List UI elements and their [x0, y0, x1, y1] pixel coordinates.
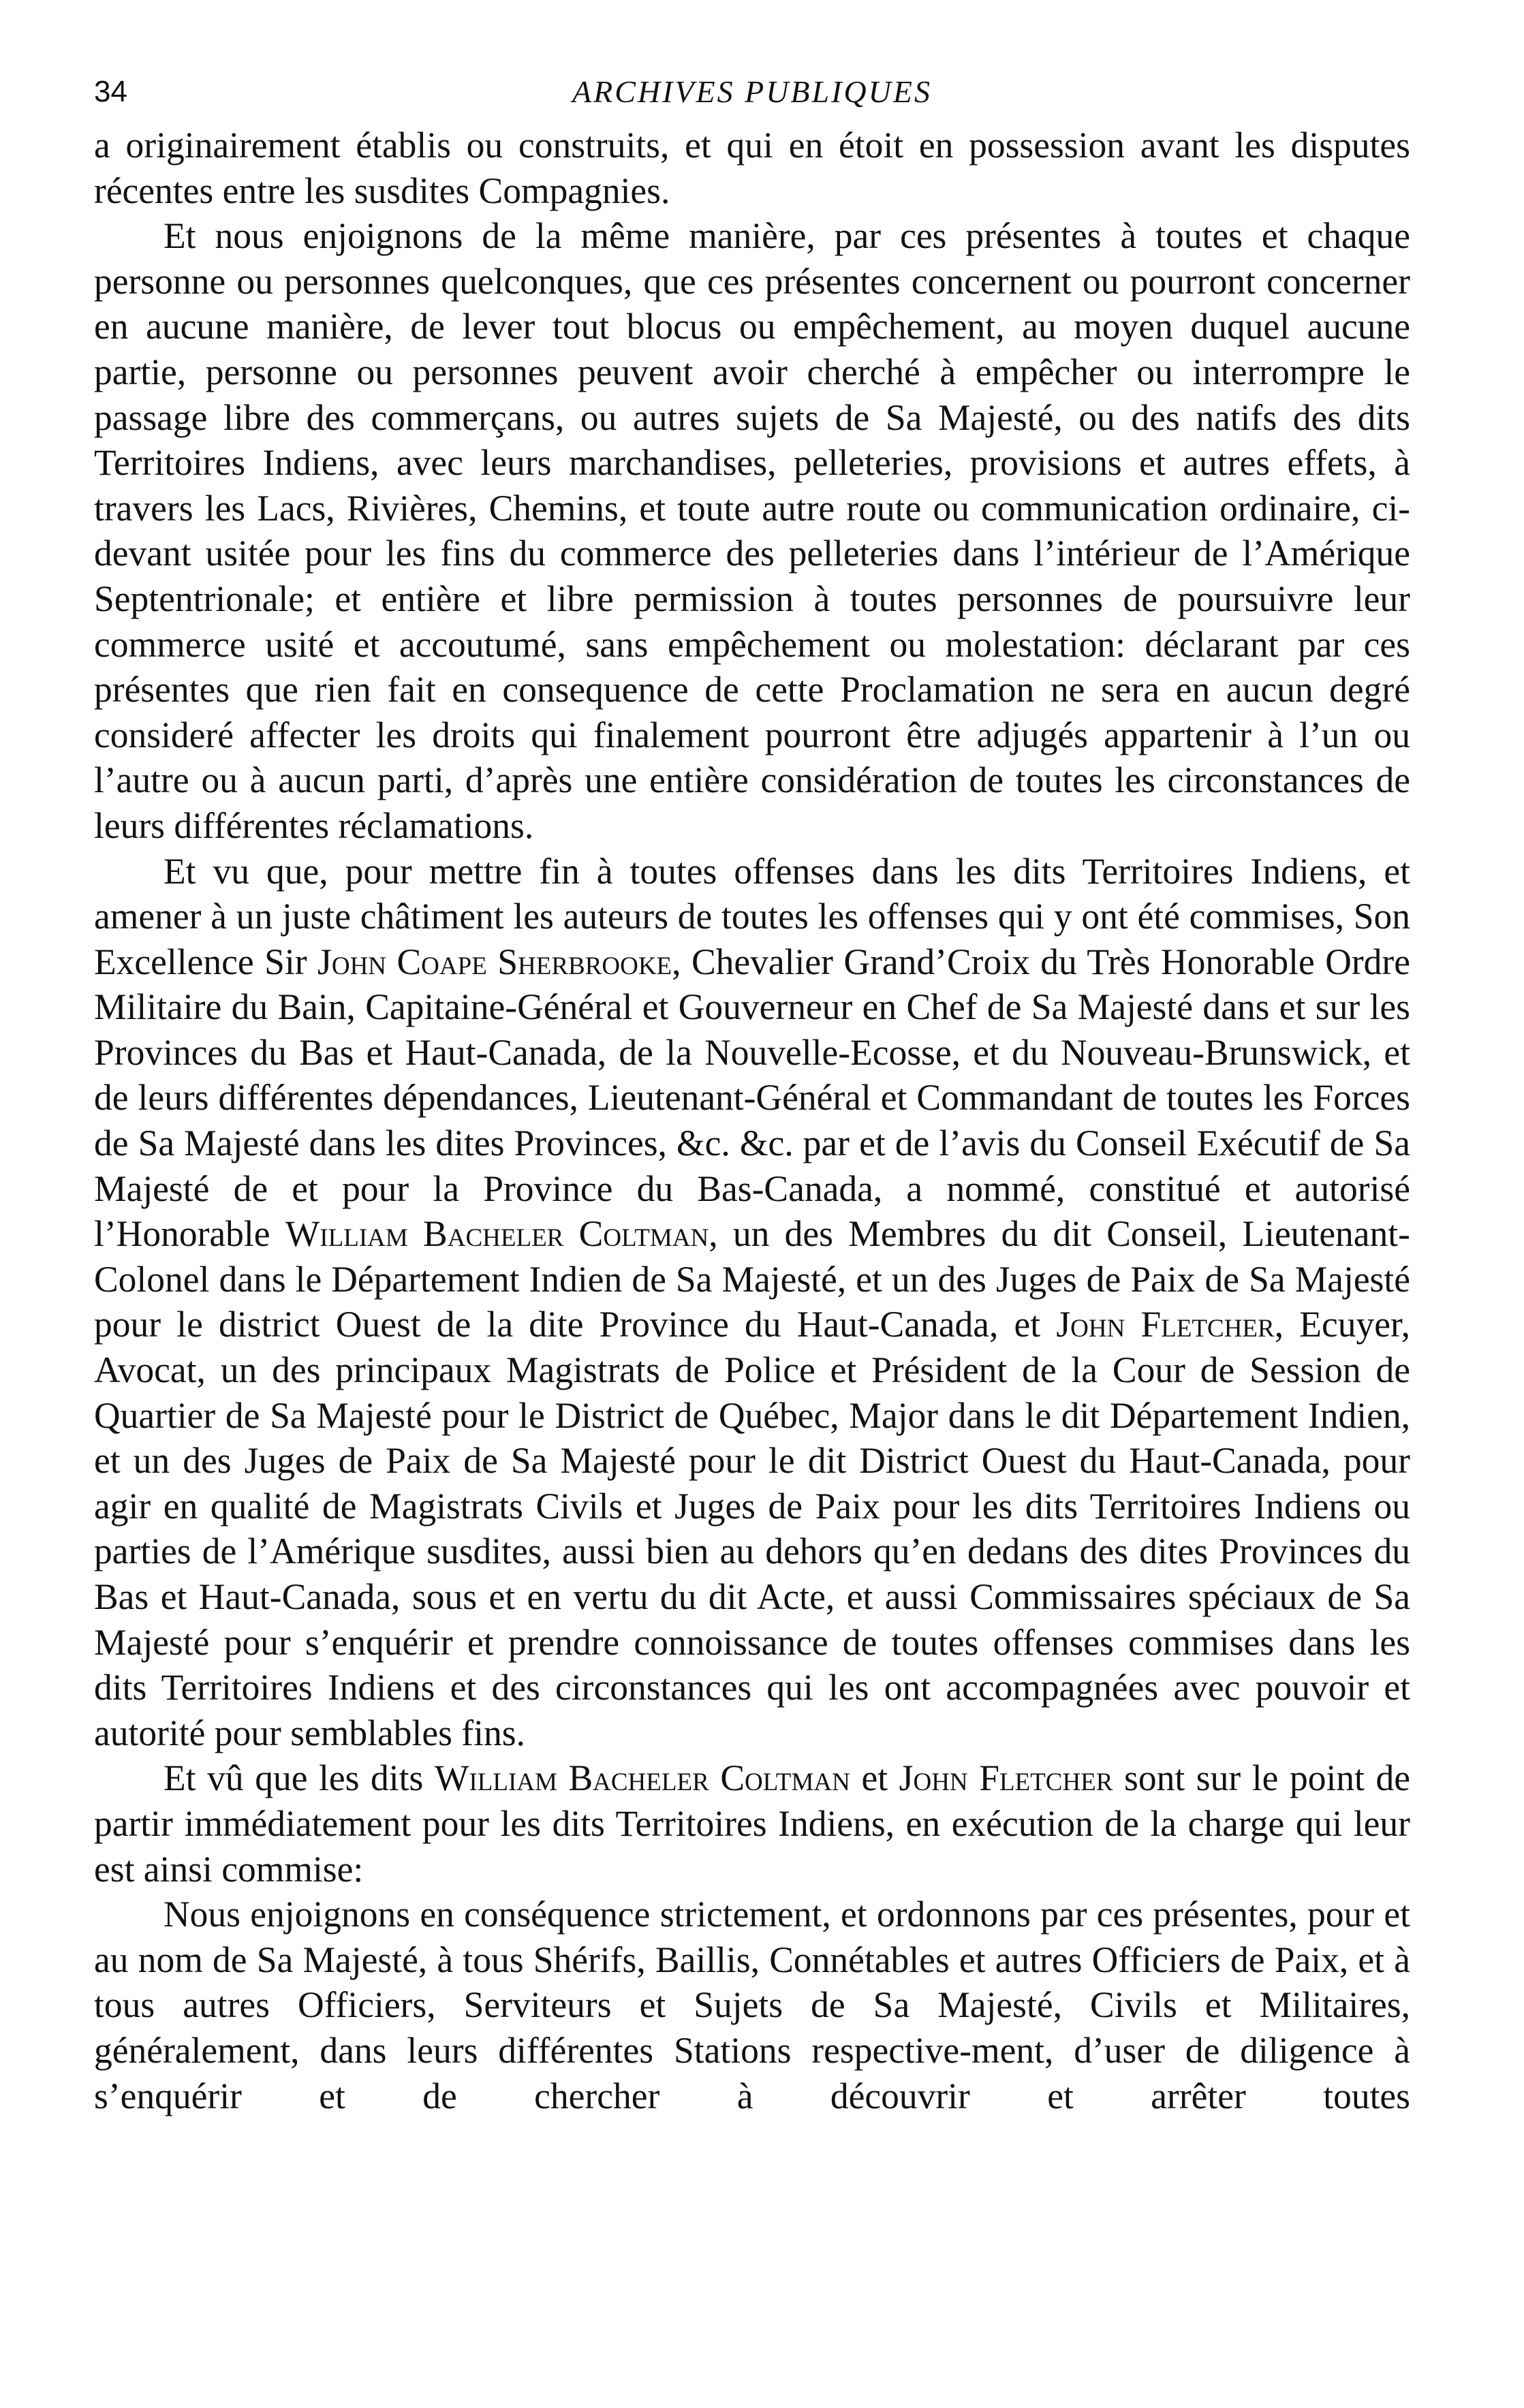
person-name-fletcher: John Fletcher — [1056, 1304, 1275, 1345]
page-header — [94, 68, 1410, 123]
paragraph-3 — [94, 849, 1410, 1756]
text-segment: Et vû que les dits — [164, 1757, 435, 1799]
document-page — [94, 68, 1410, 2118]
person-name-sherbrooke: John Coape Sherbrooke — [317, 941, 672, 982]
paragraph-2 — [94, 213, 1410, 848]
person-name-coltman: William Bacheler Coltman — [434, 1757, 850, 1799]
text-segment: Et vu que, pour mettre fin à toutes offenses dans les dits Territoires Indiens, et amener à un juste châtiment les auteurs de toutes les offenses qui y ont été commises, Son Excellence Sir — [94, 850, 1410, 982]
text-segment: , Ecuyer, Avocat, un des principaux Magistrats de Police et Président de la Cour de Session de Quartier de Sa Majesté pour le District de Québec, Major dans le dit Département Indien, et un des Juges de Paix de Sa Majesté pour le dit District Ouest du Haut-Canada, pour agir en qualité de Magistrats Civils et Juges de Paix pour les dits Territoires Indiens ou parties de l’Amérique susdites, aussi bien au dehors qu’en dedans des dites Provinces du Bas et Haut-Canada, sous et en vertu du dit Acte, et aussi Commissaires spéciaux de Sa Majesté pour s’enquérir et prendre connoissance de toutes offenses commises dans les dits Territoires Indiens et des circonstances qui les ont accompagnées avec pouvoir et autorité pour semblables fins. — [94, 1304, 1410, 1753]
text-segment: , Chevalier Grand’Croix du Très Honorable Ordre Militaire du Bain, Capitaine-Général et Gouverneur en Chef de Sa Majesté dans et sur les Provinces du Bas et Haut-Canada, de la Nouvelle-Ecosse, et du Nouveau-Brunswick, et de leurs différentes dépendances, Lieutenant-Général et Commandant de toutes les Forces de Sa Majesté dans les dites Provinces, &c. &c. par et de l’avis du Conseil Exécutif de Sa Majesté de et pour la Province du Bas-Canada, a nommé, constitué et autorisé l’Honorable — [94, 941, 1410, 1255]
text-segment: Et nous enjoignons de la même manière, par ces présentes à toutes et chaque personne ou personnes quelconques, que ces présentes concernent ou pourront concerner en aucune manière, de lever tout blocus ou empêchement, au moyen duquel aucune partie, personne ou personnes peuvent avoir cherché à empêcher ou interrompre le passage libre des commerçans, ou autres sujets de Sa Majesté, ou des natifs des dits Territoires Indiens, avec leurs marchandises, pelleteries, provisions et autres effets, à travers les Lacs, Rivières, Chemins, et toute autre route ou communication ordinaire, ci-devant usitée pour les fins du commerce des pelleteries dans l’intérieur de l’Amérique Septentrionale; et entière et libre permission à toutes personnes de poursuivre leur commerce usité et accoutumé, sans empêchement ou molestation: déclarant par ces présentes que rien fait en consequence de cette Proclamation ne sera en aucun degré consideré affecter les droits qui finalement pourront être adjugés appartenir à l’un ou l’autre ou à aucun parti, d’après une entière considération de toutes les circonstances de leurs différentes réclamations. — [94, 215, 1410, 846]
paragraph-1 — [94, 123, 1410, 213]
running-title: ARCHIVES PUBLIQUES — [572, 74, 932, 109]
page-number: 34 — [94, 75, 127, 108]
paragraph-4 — [94, 1755, 1410, 1892]
text-segment: a originairement établis ou construits, et qui en étoit en possession avant les disputes récentes entre les susdites Compagnies. — [94, 125, 1410, 211]
text-segment: et — [850, 1757, 899, 1799]
text-segment: , un des Membres du dit Conseil, Lieutenant-Colonel dans le Département Indien de Sa Majesté, et un des Juges de Paix de Sa Majesté pour le district Ouest de la dite Province du Haut-Canada, et — [94, 1213, 1410, 1345]
text-segment: sont sur le point de partir immédiatement pour les dits Territoires Indiens, en exécution de la charge qui leur est ainsi commise: — [94, 1757, 1410, 1890]
person-name-fletcher: John Fletcher — [899, 1757, 1113, 1799]
person-name-coltman: William Bacheler Coltman — [285, 1213, 709, 1255]
paragraph-5 — [94, 1892, 1410, 2118]
text-segment: Nous enjoignons en conséquence strictement, et ordonnons par ces présentes, pour et au nom de Sa Majesté, à tous Shérifs, Baillis, Connétables et autres Officiers de Paix, et à tous autres Officiers, Serviteurs et Sujets de Sa Majesté, Civils et Militaires, généralement, dans leurs différentes Stations respective-ment, d’user de diligence à s’enquérir et de chercher à découvrir et arrêter toutes — [94, 1894, 1410, 2116]
